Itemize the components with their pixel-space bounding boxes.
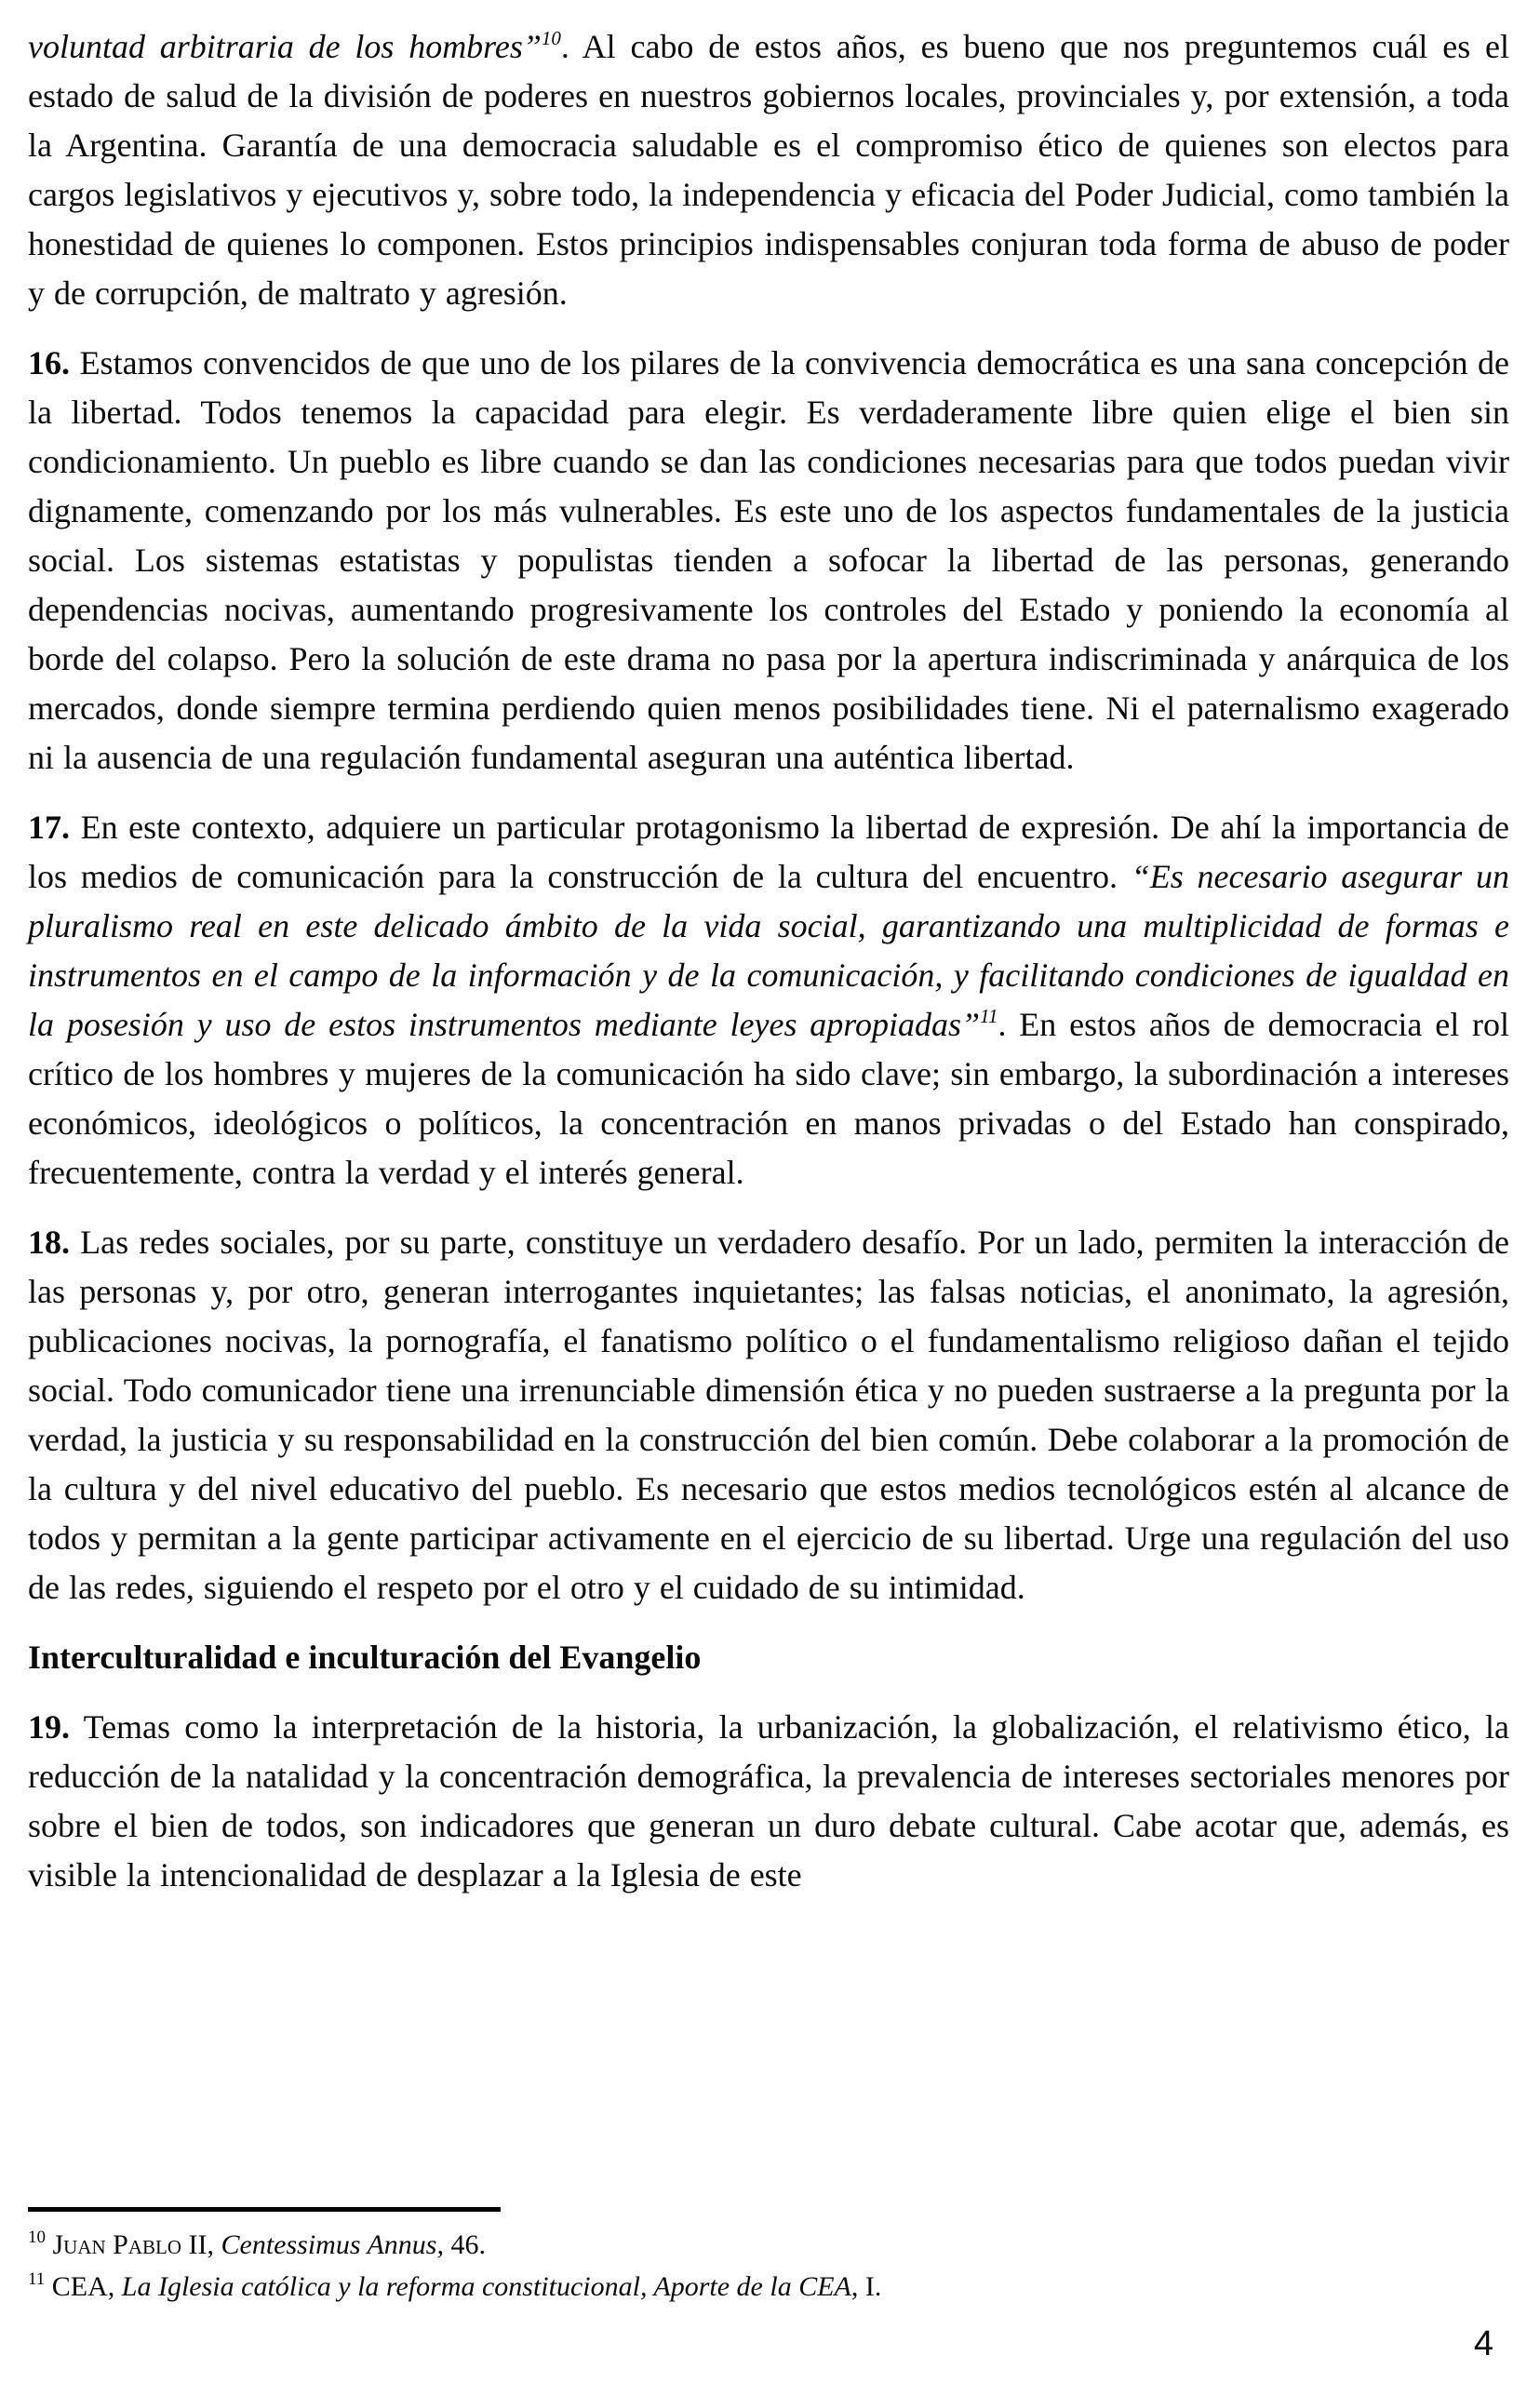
footnote-10 (28, 2224, 1509, 2266)
body-run: . Al cabo de estos años, es bueno que nos preguntemos cuál es el estado de salud de la división de poderes en nuestros gobiernos locales, provinciales y, por extensión, a toda la Argentina. Garantía de una democracia saludable es el compromiso ético de quienes son electos para cargos legislativos y ejecutivos y, sobre todo, la independencia y eficacia del Poder Judicial, como también la honestidad de quienes lo componen. Estos principios indispensables conjuran toda forma de abuso de poder y de corrupción, de maltrato y agresión. (28, 28, 1509, 312)
footnote-text-run: 46. (443, 2229, 486, 2260)
footnote-ref-10: 10 (541, 27, 561, 49)
italic-quote-run: “Es necesario asegurar un pluralismo real en este delicado ámbito de la vida social, garantizando una multiplicidad de formas e instrumentos en el campo de la información y de la comunicación, y facilitando condiciones de igualdad en la posesión y uso de estos instrumentos mediante leyes apropiadas” (28, 858, 1509, 1043)
paragraph-16 (28, 339, 1509, 783)
section-heading: Interculturalidad e inculturación del Evangelio (28, 1639, 702, 1676)
footnote-10-marker: 10 (28, 2228, 46, 2247)
body-run: Las redes sociales, por su parte, constituye un verdadero desafío. Por un lado, permiten la interacción de las personas y, por otro, generan interrogantes inquietantes; las falsas noticias, el anonimato, la agresión, publicaciones nocivas, la pornografía, el fanatismo político o el fundamentalismo religioso dañan el tejido social. Todo comunicador tiene una irrenunciable dimensión ética y no pueden sustraerse a la pregunta por la verdad, la justicia y su responsabilidad en la construcción del bien común. Debe colaborar a la promoción de la cultura y del nivel educativo del pueblo. Es necesario que estos medios tecnológicos estén al alcance de todos y permitan a la gente participar activamente en el ejercicio de su libertad. Urge una regulación del uso de las redes, siguiendo el respeto por el otro y el cuidado de su intimidad. (28, 1224, 1509, 1606)
page-body (28, 22, 1509, 1920)
paragraph-18 (28, 1218, 1509, 1613)
paragraph-number-18: 18. (28, 1224, 70, 1261)
footnote-separator-line (28, 2207, 501, 2212)
italic-quote-end-run: voluntad arbitraria de los hombres” (28, 28, 542, 65)
footnote-11-marker: 11 (28, 2269, 46, 2289)
body-run: . En estos años de democracia el rol crítico de los hombres y mujeres de la comunicación ha sido clave; sin embargo, la subordinación a intereses económicos, ideológicos o políticos, la concentración en manos privadas o del Estado han conspirado, frecuentemente, contra la verdad y el interés general. (28, 1006, 1510, 1191)
body-run: Estamos convencidos de que uno de los pilares de la convivencia democrática es una sana concepción de la libertad. Todos tenemos la capacidad para elegir. Es verdaderamente libre quien elige el bien sin condicionamiento. Un pueblo es libre cuando se dan las condiciones necesarias para que todos puedan vivir dignamente, comenzando por los más vulnerables. Es este uno de los aspectos fundamentales de la justicia social. Los sistemas estatistas y populistas tienden a sofocar la libertad de las personas, generando dependencias nocivas, aumentando progresivamente los controles del Estado y poniendo la economía al borde del colapso. Pero la solución de este drama no pasa por la apertura indiscriminada y anárquica de los mercados, donde siempre termina perdiendo quien menos posibilidades tiene. Ni el paternalismo exagerado ni la ausencia de una regulación fundamental aseguran una auténtica libertad. (28, 344, 1509, 776)
paragraph-number-17: 17. (28, 809, 70, 846)
footnote-11 (28, 2266, 1509, 2308)
paragraph-number-16: 16. (28, 344, 70, 381)
paragraph-number-19: 19. (28, 1708, 70, 1746)
footnote-title-italic: Centessimus Annus, (221, 2229, 444, 2260)
body-run: En este contexto, adquiere un particular protagonismo la libertad de expresión. De ahí la importancia de los medios de comunicación para la construcción de la cultura del encuentro. (28, 809, 1509, 895)
page-number: 4 (1473, 2324, 1493, 2363)
footnotes-section (28, 2224, 1509, 2308)
footnote-ref-11: 11 (980, 1005, 998, 1027)
body-run: Temas como la interpretación de la historia, la urbanización, la globalización, el relativismo ético, la reducción de la natalidad y la concentración demográfica, la prevalencia de intereses sectoriales menores por sobre el bien de todos, son indicadores que generan un duro debate cultural. Cabe acotar que, además, es visible la intencionalidad de desplazar a la Iglesia de este (28, 1708, 1509, 1894)
paragraph-19 (28, 1703, 1509, 1900)
footnote-text-run: , (207, 2229, 221, 2260)
footnote-text-run: , I. (850, 2271, 882, 2302)
paragraph-17 (28, 803, 1509, 1198)
footnote-title-italic: La Iglesia católica y la reforma constitucional, Aporte de la CEA (121, 2271, 851, 2302)
footnote-author-smallcaps: Juan Pablo II (46, 2229, 208, 2260)
footnote-text-run: CEA, (45, 2271, 122, 2302)
paragraph-15-continuation (28, 22, 1509, 318)
